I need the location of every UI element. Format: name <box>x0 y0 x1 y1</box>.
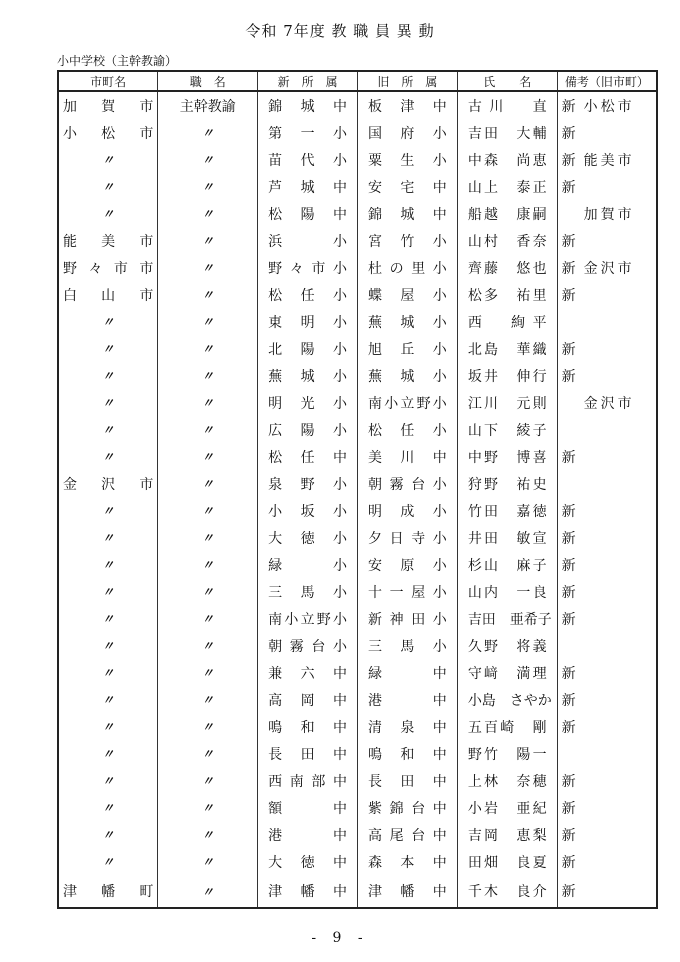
new-appointment-mark: 新 <box>561 233 576 250</box>
cell-note <box>557 173 657 200</box>
cell-city: 〃 <box>58 551 158 578</box>
new-appointment-mark: 新 <box>561 125 576 142</box>
cell-note <box>557 470 657 497</box>
cell-city: 加賀市 <box>58 91 158 119</box>
cell-city: 〃 <box>58 362 158 389</box>
cell-position: 〃 <box>158 740 258 767</box>
cell-name: 松多 祐里 <box>457 281 557 308</box>
cell-note <box>557 848 657 875</box>
table-row <box>58 794 657 821</box>
cell-name: 吉岡 恵梨 <box>457 821 557 848</box>
cell-name: 坂井 伸行 <box>457 362 557 389</box>
cell-new-school: 泉野小 <box>258 470 358 497</box>
cell-position: 〃 <box>158 686 258 713</box>
cell-position: 〃 <box>158 524 258 551</box>
table-row <box>58 200 657 227</box>
cell-note <box>557 686 657 713</box>
new-appointment-mark: 新 <box>561 611 576 628</box>
cell-note <box>557 308 657 335</box>
personnel-table <box>57 70 658 909</box>
cell-note <box>557 632 657 659</box>
cell-position: 〃 <box>158 281 258 308</box>
cell-old-school: 錦城中 <box>357 200 457 227</box>
new-appointment-mark: 新 <box>561 179 576 196</box>
cell-old-school: 旭丘小 <box>357 335 457 362</box>
cell-old-school: 港 中 <box>357 686 457 713</box>
cell-old-school: 三馬小 <box>357 632 457 659</box>
cell-new-school: 蕪城小 <box>258 362 358 389</box>
table-body <box>58 91 657 908</box>
new-appointment-mark: 新 <box>561 854 576 871</box>
table-row <box>58 281 657 308</box>
cell-note <box>557 578 657 605</box>
cell-note <box>557 200 657 227</box>
cell-position: 〃 <box>158 470 258 497</box>
table-row <box>58 524 657 551</box>
cell-new-school: 大徳小 <box>258 524 358 551</box>
cell-new-school: 大徳中 <box>258 848 358 875</box>
cell-name: 杉山 麻子 <box>457 551 557 578</box>
table-row <box>58 173 657 200</box>
cell-new-school: 額 中 <box>258 794 358 821</box>
cell-city: 〃 <box>58 173 158 200</box>
new-appointment-mark: 新 <box>561 692 576 709</box>
cell-name: 千木 良介 <box>457 875 557 908</box>
cell-name: 小岩 亜紀 <box>457 794 557 821</box>
cell-new-school: 明光小 <box>258 389 358 416</box>
table-row <box>58 767 657 794</box>
new-appointment-mark: 新 <box>561 260 576 277</box>
cell-city: 〃 <box>58 524 158 551</box>
cell-note <box>557 146 657 173</box>
new-appointment-mark: 新 <box>561 449 576 466</box>
cell-city: 〃 <box>58 767 158 794</box>
cell-city: 野々市市 <box>58 254 158 281</box>
cell-note <box>557 524 657 551</box>
cell-position: 〃 <box>158 848 258 875</box>
cell-name: 山下 綾子 <box>457 416 557 443</box>
cell-position: 〃 <box>158 443 258 470</box>
page-title: 令和 7年度 教 職 員 異 動 <box>245 22 435 40</box>
cell-old-school: 粟生小 <box>357 146 457 173</box>
table-header-row <box>58 71 657 91</box>
cell-city: 〃 <box>58 146 158 173</box>
cell-note <box>557 416 657 443</box>
cell-city: 〃 <box>58 821 158 848</box>
cell-new-school: 小坂小 <box>258 497 358 524</box>
new-appointment-mark: 新 <box>561 800 576 817</box>
cell-note <box>557 713 657 740</box>
cell-city: 〃 <box>58 848 158 875</box>
cell-note <box>557 362 657 389</box>
cell-city: 小松市 <box>58 119 158 146</box>
cell-city: 〃 <box>58 740 158 767</box>
cell-note <box>557 119 657 146</box>
cell-old-school: 朝霧台小 <box>357 470 457 497</box>
previous-city: 小松市 <box>583 98 635 115</box>
cell-city: 白山市 <box>58 281 158 308</box>
cell-name: 小島 さやか <box>457 686 557 713</box>
cell-new-school: 広陽小 <box>258 416 358 443</box>
cell-name: 上林 奈穂 <box>457 767 557 794</box>
cell-note <box>557 740 657 767</box>
cell-old-school: 国府小 <box>357 119 457 146</box>
cell-position: 〃 <box>158 146 258 173</box>
cell-name: 田畑 良夏 <box>457 848 557 875</box>
cell-name: 五百崎 剛 <box>457 713 557 740</box>
new-appointment-mark: 新 <box>561 665 576 682</box>
cell-note <box>557 659 657 686</box>
new-appointment-mark: 新 <box>561 152 576 169</box>
cell-city: 〃 <box>58 659 158 686</box>
cell-position: 〃 <box>158 497 258 524</box>
table-row <box>58 551 657 578</box>
cell-new-school: 高岡中 <box>258 686 358 713</box>
cell-note <box>557 605 657 632</box>
table-row <box>58 875 657 908</box>
cell-name: 船越 康嗣 <box>457 200 557 227</box>
header-old-school: 旧 所 属 <box>357 71 457 91</box>
cell-old-school: 津幡中 <box>357 875 457 908</box>
new-appointment-mark: 新 <box>561 827 576 844</box>
cell-new-school: 野々市小 <box>258 254 358 281</box>
previous-city: 金沢市 <box>583 260 635 277</box>
cell-name: 山上 泰正 <box>457 173 557 200</box>
cell-city: 〃 <box>58 605 158 632</box>
cell-note <box>557 443 657 470</box>
cell-old-school: 宮竹小 <box>357 227 457 254</box>
cell-name: 吉田 亜希子 <box>457 605 557 632</box>
cell-city: 金沢市 <box>58 470 158 497</box>
cell-position: 〃 <box>158 389 258 416</box>
cell-note <box>557 254 657 281</box>
cell-city: 〃 <box>58 632 158 659</box>
cell-old-school: 鳴和中 <box>357 740 457 767</box>
cell-city: 〃 <box>58 389 158 416</box>
cell-note <box>557 227 657 254</box>
table-row <box>58 740 657 767</box>
table-row <box>58 497 657 524</box>
table-row <box>58 308 657 335</box>
table-row <box>58 443 657 470</box>
cell-city: 津幡町 <box>58 875 158 908</box>
cell-new-school: 津幡中 <box>258 875 358 908</box>
cell-city: 〃 <box>58 713 158 740</box>
cell-new-school: 浜 小 <box>258 227 358 254</box>
cell-old-school: 紫錦台中 <box>357 794 457 821</box>
header-name: 氏 名 <box>457 71 557 91</box>
cell-old-school: 杜の里小 <box>357 254 457 281</box>
new-appointment-mark: 新 <box>561 530 576 547</box>
cell-city: 〃 <box>58 443 158 470</box>
cell-note <box>557 389 657 416</box>
cell-position: 〃 <box>158 416 258 443</box>
cell-old-school: 清泉中 <box>357 713 457 740</box>
cell-new-school: 西南部中 <box>258 767 358 794</box>
header-note: 備考（旧市町） <box>557 71 657 91</box>
cell-note <box>557 794 657 821</box>
cell-old-school: 蝶屋小 <box>357 281 457 308</box>
new-appointment-mark: 新 <box>561 341 576 358</box>
cell-city: 〃 <box>58 686 158 713</box>
cell-name: 古川 直 <box>457 91 557 119</box>
cell-old-school: 明成小 <box>357 497 457 524</box>
cell-city: 〃 <box>58 200 158 227</box>
cell-position: 〃 <box>158 362 258 389</box>
cell-position: 〃 <box>158 254 258 281</box>
cell-new-school: 松陽中 <box>258 200 358 227</box>
cell-old-school: 高尾台中 <box>357 821 457 848</box>
cell-position: 〃 <box>158 308 258 335</box>
cell-position: 〃 <box>158 173 258 200</box>
table-row <box>58 713 657 740</box>
cell-position: 〃 <box>158 659 258 686</box>
previous-city: 能美市 <box>583 152 635 169</box>
table-row <box>58 470 657 497</box>
cell-name: 中森 尚恵 <box>457 146 557 173</box>
cell-note <box>557 821 657 848</box>
table-row <box>58 389 657 416</box>
cell-position: 〃 <box>158 605 258 632</box>
cell-old-school: 蕪城小 <box>357 308 457 335</box>
cell-old-school: 新神田小 <box>357 605 457 632</box>
cell-name: 野竹 陽一 <box>457 740 557 767</box>
cell-old-school: 板津中 <box>357 91 457 119</box>
table-row <box>58 335 657 362</box>
cell-position: 〃 <box>158 794 258 821</box>
cell-note <box>557 335 657 362</box>
table-row <box>58 227 657 254</box>
cell-old-school: 夕日寺小 <box>357 524 457 551</box>
cell-old-school: 蕪城小 <box>357 362 457 389</box>
header-position: 職 名 <box>158 71 258 91</box>
cell-old-school: 緑 中 <box>357 659 457 686</box>
cell-old-school: 松任小 <box>357 416 457 443</box>
cell-city: 〃 <box>58 794 158 821</box>
cell-position: 〃 <box>158 200 258 227</box>
table-row <box>58 578 657 605</box>
table-row <box>58 254 657 281</box>
page-number: - 9 - <box>311 930 369 946</box>
cell-name: 中野 博喜 <box>457 443 557 470</box>
previous-city: 金沢市 <box>583 395 635 412</box>
cell-new-school: 芦城中 <box>258 173 358 200</box>
cell-note <box>557 91 657 119</box>
cell-position: 〃 <box>158 551 258 578</box>
new-appointment-mark: 新 <box>561 98 576 115</box>
table-row <box>58 119 657 146</box>
cell-position: 〃 <box>158 119 258 146</box>
table-row <box>58 686 657 713</box>
cell-city: 〃 <box>58 497 158 524</box>
table-row <box>58 416 657 443</box>
cell-note <box>557 551 657 578</box>
cell-name: 井田 敏宣 <box>457 524 557 551</box>
cell-name: 江川 元則 <box>457 389 557 416</box>
cell-new-school: 松任中 <box>258 443 358 470</box>
cell-new-school: 緑 小 <box>258 551 358 578</box>
cell-new-school: 第一小 <box>258 119 358 146</box>
header-new-school: 新 所 属 <box>258 71 358 91</box>
table-row <box>58 605 657 632</box>
cell-position: 〃 <box>158 632 258 659</box>
cell-old-school: 安宅中 <box>357 173 457 200</box>
cell-position: 〃 <box>158 767 258 794</box>
cell-position: 〃 <box>158 713 258 740</box>
cell-city: 〃 <box>58 335 158 362</box>
cell-old-school: 森本中 <box>357 848 457 875</box>
cell-position: 〃 <box>158 578 258 605</box>
table-row <box>58 821 657 848</box>
new-appointment-mark: 新 <box>561 773 576 790</box>
cell-note <box>557 281 657 308</box>
cell-note <box>557 767 657 794</box>
cell-new-school: 鳴和中 <box>258 713 358 740</box>
cell-position: 〃 <box>158 335 258 362</box>
cell-position: 主幹教諭 <box>158 91 258 119</box>
cell-old-school: 十一屋小 <box>357 578 457 605</box>
cell-name: 竹田 嘉徳 <box>457 497 557 524</box>
cell-name: 吉田 大輔 <box>457 119 557 146</box>
previous-city: 加賀市 <box>583 206 635 223</box>
new-appointment-mark: 新 <box>561 503 576 520</box>
cell-new-school: 松任小 <box>258 281 358 308</box>
cell-city: 〃 <box>58 308 158 335</box>
new-appointment-mark: 新 <box>561 884 576 900</box>
new-appointment-mark: 新 <box>561 557 576 574</box>
table-row <box>58 632 657 659</box>
header-city: 市町名 <box>58 71 158 91</box>
cell-name: 山内 一良 <box>457 578 557 605</box>
table-row <box>58 848 657 875</box>
cell-new-school: 三馬小 <box>258 578 358 605</box>
cell-new-school: 朝霧台小 <box>258 632 358 659</box>
cell-name: 守﨑 満理 <box>457 659 557 686</box>
new-appointment-mark: 新 <box>561 368 576 385</box>
cell-old-school: 南小立野小 <box>357 389 457 416</box>
cell-name: 西 絢平 <box>457 308 557 335</box>
cell-name: 山村 香奈 <box>457 227 557 254</box>
new-appointment-mark: 新 <box>561 287 576 304</box>
cell-old-school: 長田中 <box>357 767 457 794</box>
cell-old-school: 安原小 <box>357 551 457 578</box>
cell-name: 久野 将義 <box>457 632 557 659</box>
cell-name: 狩野 祐史 <box>457 470 557 497</box>
table-row <box>58 146 657 173</box>
cell-position: 〃 <box>158 227 258 254</box>
cell-new-school: 錦城中 <box>258 91 358 119</box>
table-row <box>58 362 657 389</box>
cell-new-school: 長田中 <box>258 740 358 767</box>
cell-new-school: 兼六中 <box>258 659 358 686</box>
new-appointment-mark: 新 <box>561 584 576 601</box>
new-appointment-mark: 新 <box>561 719 576 736</box>
cell-name: 齊藤 悠也 <box>457 254 557 281</box>
cell-city: 〃 <box>58 416 158 443</box>
cell-name: 北島 華織 <box>457 335 557 362</box>
cell-position: 〃 <box>158 875 258 908</box>
cell-note <box>557 875 657 908</box>
cell-new-school: 北陽小 <box>258 335 358 362</box>
cell-new-school: 南小立野小 <box>258 605 358 632</box>
table-row <box>58 91 657 119</box>
cell-city: 能美市 <box>58 227 158 254</box>
cell-new-school: 東明小 <box>258 308 358 335</box>
cell-new-school: 苗代小 <box>258 146 358 173</box>
cell-new-school: 港 中 <box>258 821 358 848</box>
table-row <box>58 659 657 686</box>
section-label: 小中学校（主幹教諭） <box>57 54 178 68</box>
cell-position: 〃 <box>158 821 258 848</box>
cell-city: 〃 <box>58 578 158 605</box>
cell-note <box>557 497 657 524</box>
cell-old-school: 美川中 <box>357 443 457 470</box>
